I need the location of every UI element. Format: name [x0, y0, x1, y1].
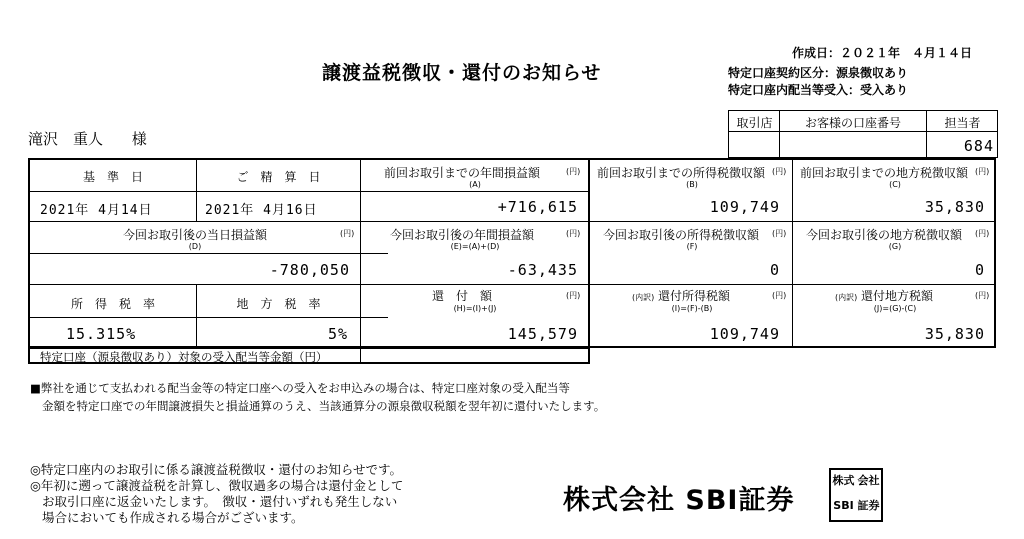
local-tax-sub: (G): [888, 242, 902, 251]
refund-income-label-wrap: [592, 287, 770, 304]
row-divider: [28, 191, 588, 192]
prev-pl-sub: (A): [469, 180, 481, 189]
col-divider: [360, 347, 361, 364]
refund-local-label-wrap: [795, 287, 973, 304]
unit-yen: (円): [772, 291, 787, 300]
company-seal: [829, 468, 883, 522]
today-pl-label: 今回お取引後の当日損益額: [122, 228, 267, 242]
row-divider: [28, 221, 996, 222]
refund-income-prefix: (内訳): [631, 293, 655, 302]
seal-char: 証券: [857, 499, 880, 512]
col-divider: [588, 158, 590, 364]
prev-local-tax-sub: (C): [889, 180, 901, 189]
seal-char: SBI: [833, 499, 854, 512]
refund-local-prefix: (内訳): [834, 293, 858, 302]
seal-char: 株式: [832, 474, 855, 487]
unit-yen: (円): [975, 229, 990, 238]
income-rate-value: 15.315%: [66, 325, 137, 343]
row-divider: [28, 317, 388, 318]
company-name: 株式会社 SBI証券: [563, 485, 795, 516]
base-date-label: 基 準 日: [82, 170, 143, 184]
footer-line-1: ◎特定口座内のお取引に係る譲渡益税徴収・還付のお知らせです。: [30, 462, 403, 477]
base-date-value: 2021年 4月14日: [40, 203, 153, 218]
refund-local-sub: (J)=(G)-(C): [873, 304, 917, 313]
prev-pl-label: 前回お取引までの年間損益額: [383, 166, 540, 180]
local-rate-value: 5%: [327, 325, 348, 343]
annual-pl-value: -63,435: [507, 261, 578, 279]
dividend-setting: 特定口座内配当等受入：受入あり: [728, 83, 909, 97]
row-divider: [28, 253, 388, 254]
unit-yen: (円): [566, 229, 581, 238]
account-number-label: お客様の口座番号: [804, 116, 901, 130]
customer-name-text: 滝沢 重人: [28, 130, 104, 148]
local-tax-label: 今回お取引後の地方税徴収額: [805, 228, 962, 242]
document-title: 譲渡益税徴収・還付のお知らせ: [322, 62, 602, 84]
col-divider: [196, 284, 197, 348]
income-tax-label: 今回お取引後の所得税徴収額: [602, 228, 759, 242]
unit-yen: (円): [566, 167, 581, 176]
creation-date: 作成日：２０２１年 ４月１４日: [792, 46, 973, 60]
settle-date-value: 2021年 4月16日: [205, 203, 318, 218]
annual-pl-sub: (E)=(A)+(D): [450, 242, 500, 251]
prev-local-tax-label: 前回お取引までの地方税徴収額: [799, 166, 968, 180]
customer-honorific: 様: [131, 130, 147, 148]
local-rate-label: 地 方 税 率: [236, 297, 321, 311]
local-tax-value: 0: [974, 261, 985, 279]
today-pl-sub: (D): [188, 242, 202, 251]
refund-value: 145,579: [507, 325, 578, 343]
income-rate-label: 所 得 税 率: [70, 297, 155, 311]
customer-name: [28, 128, 147, 149]
col-divider: [792, 158, 793, 348]
prev-pl-value: +716,615: [497, 198, 578, 216]
today-pl-value: -780,050: [269, 261, 350, 279]
prev-income-tax-sub: (B): [686, 180, 698, 189]
unit-yen: (円): [772, 167, 787, 176]
refund-income-label: 還付所得税額: [658, 289, 731, 303]
annual-pl-label: 今回お取引後の年間損益額: [389, 228, 534, 242]
col-divider: [360, 158, 361, 348]
refund-income-value: 109,749: [709, 325, 780, 343]
income-tax-sub: (F): [686, 242, 698, 251]
contract-type: 特定口座契約区分：源泉徴収あり: [728, 66, 909, 80]
footer-line-2: ◎年初に遡って譲渡益税を計算し、徴収過多の場合は還付金として: [30, 478, 404, 493]
footer-line-3: お取引口座に返金いたします。 徴収・還付いずれも発生しない: [42, 494, 398, 509]
prev-income-tax-value: 109,749: [709, 198, 780, 216]
refund-sub: (H)=(I)+(J): [453, 304, 497, 313]
unit-yen: (円): [975, 291, 990, 300]
unit-yen: (円): [772, 229, 787, 238]
refund-local-value: 35,830: [924, 325, 985, 343]
seal-char: 会社: [857, 474, 880, 487]
footer-line-4: 場合においても作成される場合がございます。: [42, 510, 304, 525]
branch-label: 取引店: [736, 116, 773, 130]
staff-label: 担当者: [944, 116, 981, 130]
row-divider: [28, 284, 996, 285]
unit-yen: (円): [975, 167, 990, 176]
prev-income-tax-label: 前回お取引までの所得税徴収額: [596, 166, 765, 180]
unit-yen: (円): [566, 291, 581, 300]
unit-yen: (円): [340, 229, 355, 238]
refund-local-label: 還付地方税額: [861, 289, 934, 303]
dividend-label: 特定口座（源泉徴収あり）対象の受入配当等金額（円）: [40, 350, 328, 364]
refund-label: 還 付 額: [431, 289, 492, 303]
staff-value: 684: [963, 137, 994, 155]
refund-income-sub: (I)=(F)-(B): [671, 304, 713, 313]
note-line-2: 金額を特定口座での年間譲渡損失と損益通算のうえ、当該通算分の源泉徴収税額を翌年初に還付いたします。: [42, 399, 606, 413]
prev-local-tax-value: 35,830: [924, 198, 985, 216]
note-line-1: ■弊社を通じて支払われる配当金等の特定口座への受入をお申込みの場合は、特定口座対象の受入配当等: [30, 381, 570, 395]
income-tax-value: 0: [769, 261, 780, 279]
settle-date-label: ご 精 算 日: [236, 170, 321, 184]
